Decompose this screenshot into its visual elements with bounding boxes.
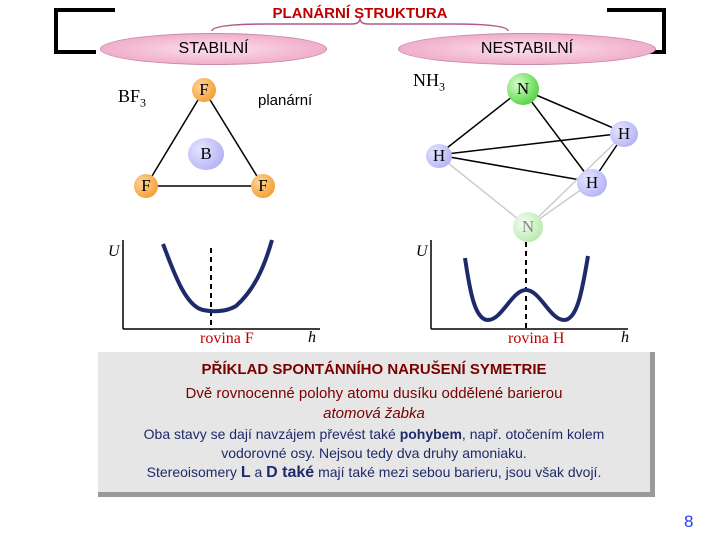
- explanation-line-3: atomová žabka: [323, 405, 425, 422]
- stable-pill: STABILNÍ: [100, 33, 327, 65]
- unstable-pill: NESTABILNÍ: [398, 33, 656, 65]
- boron-atom: B: [188, 138, 224, 170]
- nh3-label: $NH_3$: [413, 70, 445, 94]
- explanation-line-2: Dvě rovnocenné polohy atomu dusíku oddělené barierou: [185, 385, 563, 402]
- planar-label: planární: [258, 92, 313, 109]
- page-number: 8: [684, 512, 694, 531]
- nitrogen-atom-bottom: N: [513, 212, 543, 242]
- fluorine-atom-right: F: [251, 174, 275, 198]
- explanation-line-4: Oba stavy se dají navzájem převést také pohybem, např. otočením kolem: [143, 426, 605, 442]
- page-title: PLANÁRNÍ STRUKTURA: [272, 5, 448, 22]
- explanation-heading: PŘÍKLAD SPONTÁNNÍHO NARUŠENÍ SYMETRIE: [201, 361, 547, 378]
- nitrogen-atom-top: N: [507, 73, 539, 105]
- left-plot-y-label: U: [108, 243, 120, 260]
- explanation-line-5: vodorovné osy. Nejsou tedy dva druhy amoniaku.: [221, 445, 527, 461]
- hydrogen-atom-right: H: [577, 169, 607, 197]
- right-plot-marker-label: rovina H: [508, 330, 565, 347]
- hydrogen-atom-right-top: H: [610, 121, 638, 147]
- fluorine-atom-top: F: [192, 78, 216, 102]
- bf3-label: $BF_3$: [118, 86, 147, 110]
- hydrogen-atom-left: H: [426, 144, 452, 168]
- right-plot-y-label: U: [416, 243, 428, 260]
- explanation-line-6: Stereoisomery L a D také mají také mezi sebou barieru, jsou však dvojí.: [146, 464, 602, 481]
- left-plot-x-label: h: [308, 329, 316, 346]
- left-plot-marker-label: rovina F: [200, 330, 254, 347]
- right-plot-x-label: h: [621, 329, 629, 346]
- fluorine-atom-left: F: [134, 174, 158, 198]
